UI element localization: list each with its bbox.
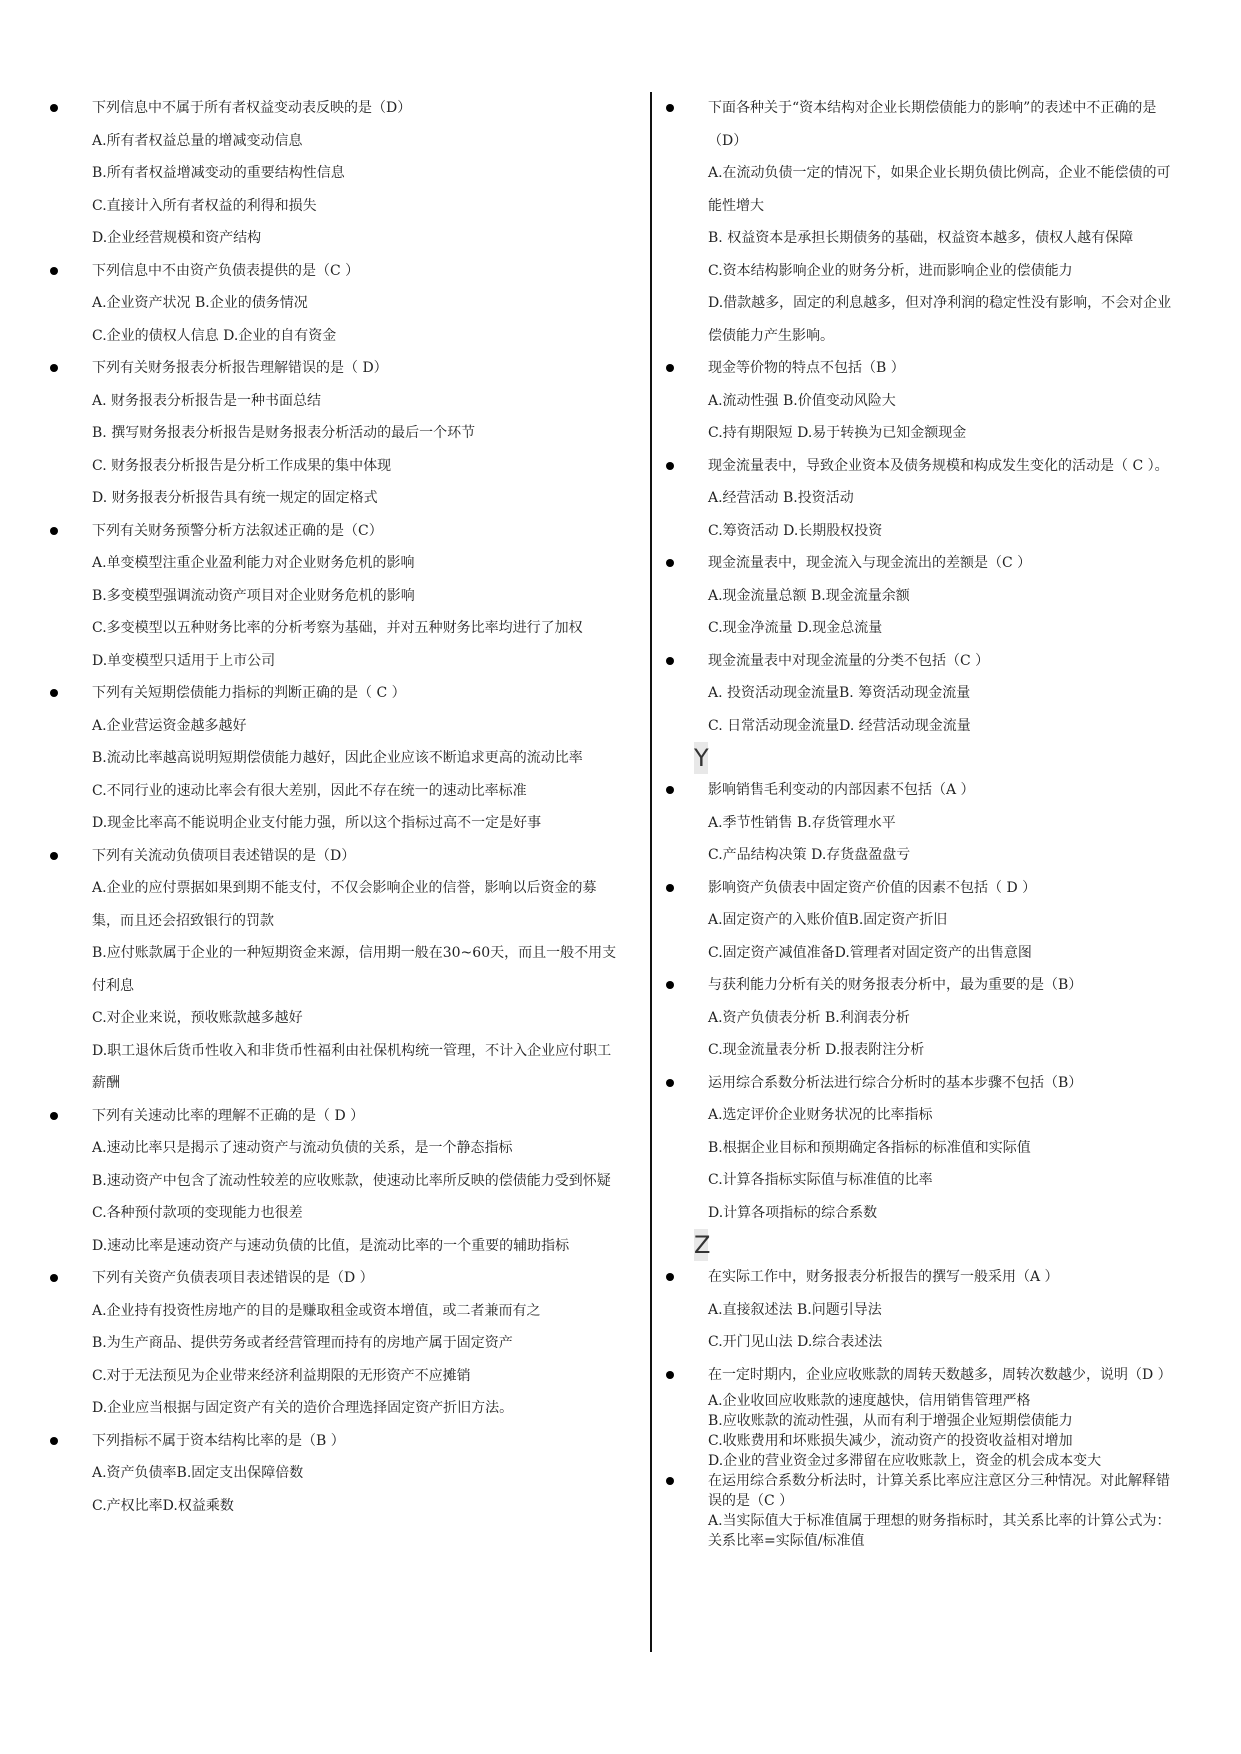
answer-option: A.所有者权益总量的增减变动信息 [92, 132, 303, 149]
question-text: 下面各种关于“资本结构对企业长期偿债能力的影响”的表述中不正确的是（D） [708, 100, 1157, 149]
question-stem [660, 774, 1175, 807]
question-stem [660, 450, 1175, 483]
answer-option: B.根据企业目标和预期确定各指标的标准值和实际值 [708, 1139, 1031, 1156]
answer-option: A.资产负债率B.固定支出保障倍数 [92, 1465, 304, 1481]
answer-option: D.企业经营规模和资产结构 [92, 230, 262, 246]
answer-option: A. 投资活动现金流量B. 筹资活动现金流量 [708, 685, 971, 701]
question-text: 下列有关资产负债表项目表述错误的是（D ） [92, 1270, 374, 1286]
bullet-icon [666, 884, 674, 892]
question-item [44, 1100, 624, 1263]
question-item [660, 92, 1175, 352]
answer-option: C.不同行业的速动比率会有很大差别，因此不存在统一的速动比率标准 [92, 782, 527, 799]
answer-option: C.计算各指标实际值与标准值的比率 [708, 1172, 933, 1188]
question-stem [44, 515, 624, 548]
question-stem [660, 547, 1175, 580]
question-item [660, 872, 1175, 970]
answer-option: B.应收账款的流动性强，从而有利于增强企业短期偿债能力 [708, 1413, 1073, 1429]
question-text: 下列有关短期偿债能力指标的判断正确的是（ C ） [92, 685, 406, 701]
section-letter: Y [694, 744, 709, 772]
question-stem [660, 92, 1175, 157]
answer-option: B.所有者权益增减变动的重要结构性信息 [92, 165, 345, 181]
question-text: 下列信息中不由资产负债表提供的是（C ） [92, 262, 360, 279]
bullet-icon [50, 852, 58, 860]
question-item [660, 1359, 1175, 1392]
bullet-icon [50, 1274, 58, 1282]
question-stem [44, 255, 624, 288]
question-text: 下列指标不属于资本结构比率的是（B ） [92, 1432, 345, 1449]
question-item [660, 969, 1175, 1067]
question-text: 运用综合系数分析法进行综合分析时的基本步骤不包括（B） [708, 1074, 1083, 1091]
question-item [660, 352, 1175, 450]
question-item [660, 1391, 1175, 1471]
question-stem [660, 1261, 1175, 1294]
question-stem [660, 1067, 1175, 1100]
question-item [44, 840, 624, 1100]
answer-option: C.资本结构影响企业的财务分析，进而影响企业的偿债能力 [708, 262, 1073, 279]
answer-option: C.产品结构决策 D.存货盘盈盘亏 [708, 847, 911, 863]
question-stem [660, 872, 1175, 905]
question-text: 现金等价物的特点不包括（B ） [708, 360, 905, 376]
answer-option: B.为生产商品、提供劳务或者经营管理而持有的房地产属于固定资产 [92, 1335, 513, 1351]
answer-option: B.多变模型强调流动资产项目对企业财务危机的影响 [92, 587, 415, 604]
answer-option: A.单变模型注重企业盈利能力对企业财务危机的影响 [92, 555, 415, 571]
question-item [44, 92, 624, 255]
answer-option: B.流动比率越高说明短期偿债能力越好，因此企业应该不断追求更高的流动比率 [92, 750, 583, 766]
answer-option: B. 权益资本是承担长期债务的基础，权益资本越多，债权人越有保障 [708, 230, 1134, 246]
answer-option: C.各种预付款项的变现能力也很差 [92, 1205, 303, 1221]
question-item [44, 255, 624, 353]
bullet-icon [666, 786, 674, 794]
question-stem [44, 352, 624, 385]
question-text: 下列信息中不属于所有者权益变动表反映的是（D） [92, 100, 412, 116]
question-text: 下列有关流动负债项目表述错误的是（D） [92, 847, 356, 864]
answer-option: C.收账费用和坏账损失减少，流动资产的投资收益相对增加 [708, 1433, 1073, 1449]
bullet-icon [50, 689, 58, 697]
answer-option: A.选定评价企业财务状况的比率指标 [708, 1107, 933, 1123]
answer-option: A.经营活动 B.投资活动 [708, 490, 854, 506]
question-text: 下列有关速动比率的理解不正确的是（ D ） [92, 1107, 365, 1124]
question-text: 下列有关财务报表分析报告理解错误的是（ D） [92, 360, 388, 376]
question-text: 影响销售毛利变动的内部因素不包括（A ） [708, 782, 975, 798]
column-divider [650, 92, 652, 1652]
question-item [44, 352, 624, 515]
answer-option: A.企业的应付票据如果到期不能支付，不仅会影响企业的信誉，影响以后资金的募集，而且还会招致银行的罚款 [92, 880, 597, 929]
question-stem [44, 1425, 624, 1458]
answer-option: A. 财务报表分析报告是一种书面总结 [92, 392, 322, 409]
bullet-icon [666, 559, 674, 567]
question-stem [660, 1471, 1175, 1511]
answer-option: C.持有期限短 D.易于转换为已知金额现金 [708, 425, 967, 441]
bullet-icon [50, 267, 58, 275]
bullet-icon [666, 1079, 674, 1087]
answer-option: D.企业应当根据与固定资产有关的造价合理选择固定资产折旧方法。 [92, 1400, 514, 1416]
bullet-icon [50, 527, 58, 535]
question-text: 现金流量表中，现金流入与现金流出的差额是（C ） [708, 555, 1032, 571]
question-item [44, 515, 624, 678]
bullet-icon [50, 1437, 58, 1445]
bullet-icon [666, 364, 674, 372]
right-column [660, 92, 1175, 1551]
question-item [44, 1425, 624, 1523]
question-text: 与获利能力分析有关的财务报表分析中，最为重要的是（B） [708, 977, 1083, 993]
question-stem [44, 1262, 624, 1295]
question-stem [44, 92, 624, 125]
bullet-icon [666, 1371, 674, 1379]
answer-option: D.企业的营业资金过多滞留在应收账款上，资金的机会成本变大 [708, 1453, 1102, 1469]
answer-option: A.在流动负债一定的情况下，如果企业长期负债比例高，企业不能偿债的可能性增大 [708, 165, 1171, 214]
answer-option: D. 财务报表分析报告具有统一规定的固定格式 [92, 490, 378, 506]
answer-option: A.企业资产状况 B.企业的债务情况 [92, 295, 308, 311]
answer-option: A.企业收回应收账款的速度越快，信用销售管理严格 [708, 1393, 1031, 1409]
bullet-icon [666, 462, 674, 470]
answer-option: C.对于无法预见为企业带来经济利益期限的无形资产不应摊销 [92, 1367, 471, 1384]
bullet-icon [666, 1477, 674, 1485]
answer-option: C.对企业来说，预收账款越多越好 [92, 1010, 303, 1026]
question-item [44, 677, 624, 840]
question-stem [44, 677, 624, 710]
answer-option: A.现金流量总额 B.现金流量余额 [708, 587, 910, 604]
question-item [660, 547, 1175, 645]
question-item [660, 1261, 1175, 1359]
answer-option: B. 撰写财务报表分析报告是财务报表分析活动的最后一个环节 [92, 425, 476, 441]
answer-option: C.现金流量表分析 D.报表附注分析 [708, 1042, 925, 1058]
answer-option: D.现金比率高不能说明企业支付能力强，所以这个指标过高不一定是好事 [92, 815, 542, 831]
bullet-icon [666, 657, 674, 665]
answer-option: A.企业持有投资性房地产的目的是赚取租金或资本增值，或二者兼而有之 [92, 1302, 541, 1319]
question-stem [44, 840, 624, 873]
answer-option: A.企业营运资金越多越好 [92, 717, 247, 734]
question-stem [44, 1100, 624, 1133]
answer-option: A.资产负债表分析 B.利润表分析 [708, 1009, 910, 1026]
question-item [660, 645, 1175, 743]
answer-option: C.筹资活动 D.长期股权投资 [708, 522, 883, 539]
answer-option: B.应付账款属于企业的一种短期资金来源，信用期一般在30~60天，而且一般不用支付利息 [92, 945, 617, 994]
answer-option: A.直接叙述法 B.问题引导法 [708, 1301, 882, 1318]
question-text: 在运用综合系数分析法时，计算关系比率应注意区分三种情况。对此解释错误的是（C ） [708, 1473, 1170, 1509]
question-text: 在实际工作中，财务报表分析报告的撰写一般采用（A ） [708, 1269, 1059, 1285]
question-item [660, 774, 1175, 872]
bullet-icon [50, 104, 58, 112]
question-text: 现金流量表中，导致企业资本及债务规模和构成发生变化的活动是（ C ）。 [708, 457, 1169, 474]
answer-option: C.多变模型以五种财务比率的分析考察为基础，并对五种财务比率均进行了加权 [92, 620, 583, 636]
answer-option: C.开门见山法 D.综合表述法 [708, 1334, 883, 1350]
left-column [44, 92, 624, 1522]
answer-option: A.流动性强 B.价值变动风险大 [708, 392, 896, 409]
answer-option: D.单变模型只适用于上市公司 [92, 652, 276, 669]
answer-option: C.固定资产减值准备D.管理者对固定资产的出售意图 [708, 944, 1032, 961]
question-stem [660, 1359, 1175, 1392]
question-stem [660, 969, 1175, 1002]
answer-option: C.现金净流量 D.现金总流量 [708, 620, 883, 636]
answer-option: C.直接计入所有者权益的利得和损失 [92, 197, 317, 214]
question-item [660, 1067, 1175, 1230]
answer-option: C.企业的债权人信息 D.企业的自有资金 [92, 327, 337, 344]
question-item [44, 1262, 624, 1425]
question-text: 下列有关财务预警分析方法叙述正确的是（C） [92, 522, 383, 539]
answer-option: D.速动比率是速动资产与速动负债的比值，是流动比率的一个重要的辅助指标 [92, 1237, 570, 1254]
question-item [660, 1471, 1175, 1551]
question-stem [660, 352, 1175, 385]
bullet-icon [666, 1273, 674, 1281]
answer-option: D.计算各项指标的综合系数 [708, 1204, 878, 1221]
bullet-icon [50, 364, 58, 372]
answer-option: D.职工退休后货币性收入和非货币性福利由社保机构统一管理，不计入企业应付职工薪酬 [92, 1042, 612, 1091]
question-text: 在一定时期内，企业应收账款的周转天数越多，周转次数越少，说明（D ） [708, 1366, 1172, 1383]
answer-option: A.季节性销售 B.存货管理水平 [708, 814, 896, 831]
question-stem [660, 645, 1175, 678]
question-text: 现金流量表中对现金流量的分类不包括（C ） [708, 652, 990, 669]
answer-option: D.借款越多，固定的利息越多，但对净利润的稳定性没有影响，不会对企业偿债能力产生影响。 [708, 295, 1172, 344]
bullet-icon [666, 981, 674, 989]
section-letter: Z [694, 1231, 711, 1259]
question-text: 影响资产负债表中固定资产价值的因素不包括（ D ） [708, 879, 1037, 896]
bullet-icon [666, 104, 674, 112]
answer-option: C. 财务报表分析报告是分析工作成果的集中体现 [92, 457, 392, 474]
question-item [660, 450, 1175, 548]
answer-option: C.产权比率D.权益乘数 [92, 1497, 234, 1514]
answer-option: C. 日常活动现金流量D. 经营活动现金流量 [708, 717, 971, 734]
answer-option: A.固定资产的入账价值B.固定资产折旧 [708, 912, 948, 928]
answer-option: A.速动比率只是揭示了速动资产与流动负债的关系，是一个静态指标 [92, 1140, 513, 1156]
answer-option: B.速动资产中包含了流动性较差的应收账款，使速动比率所反映的偿债能力受到怀疑 [92, 1172, 611, 1189]
bullet-icon [50, 1112, 58, 1120]
answer-option: A.当实际值大于标准值属于理想的财务指标时，其关系比率的计算公式为：关系比率=实际值/标准值 [708, 1513, 1171, 1549]
